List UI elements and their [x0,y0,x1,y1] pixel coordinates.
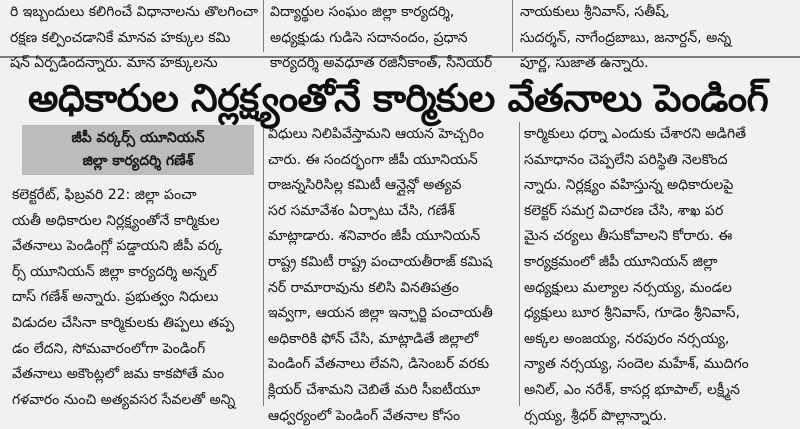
column-divider [263,122,264,406]
subheadline-line: జిల్లా కార్యదర్శి గణేశ్ [82,153,194,169]
text-line: ఇవ్వగా, ఆయన జిల్లా ఇన్చార్జి పంచాయతీ [268,305,493,322]
text-line: న్యాత నర్సయ్య, సందెల మహేశ్, ముదిగం [524,356,749,373]
text-line: కార్యక్రమంలో జీపీ యూనియన్ జిల్లా [524,253,718,270]
article-column-3 [524,122,790,424]
text-line: కలెక్టరేట్, ఫిబ్రవరి 22: జిల్లా పంచా [12,187,197,203]
text-line: మైన చర్యలు తీసుకోవాలని కోరారు. ఈ [524,228,733,245]
text-line: పెండింగ్ వేతనాలు లేవని, డిసెంబర్ వరకు [268,356,490,373]
text-line: ర్స్ యూనియన్ జిల్లా కార్యదర్శి అన్నల్ [12,263,217,280]
text-line: కలెక్టర్ సమగ్ర విచారణ చేసి, శాఖ పర [524,202,724,219]
subheadline-line: జీపీ వర్కర్స్ యూనియన్ [71,130,205,146]
article-column-1 [12,183,260,408]
text-line: కార్మికులు ధర్నా ఎందుకు చేశారని అడిగితే [524,126,747,142]
text-line: విడుదల చేసినా కార్మికులకు తిప్పలు తప్ప [12,314,235,331]
previous-article-column-left [10,0,260,72]
text-line: కార్యదర్శి అవధూత రజినీకాంత్, సీనియర్ [270,55,493,72]
text-line: విధులు నిలిపివేస్తామని ఆయన హెచ్చరిం [268,126,485,142]
text-line: డం లేదని, సోమవారంలోగా పెండింగ్ [12,340,206,357]
text-line: అధ్యక్షులు మల్యాల నర్సయ్య, మండల [524,279,732,296]
text-line: దాస్ గణేశ్ అన్నారు. ప్రభుత్వం నిధులు [12,289,219,306]
text-line: రాష్ట్ర కమిటీ రాష్ట్ర పంచాయతీరాజ్ కమిష [268,253,493,270]
column-divider [512,0,513,52]
text-line: రి ఇబ్బందులు కలిగించే విధానాలను తొలగించా [10,4,259,20]
text-line: విద్యార్థుల సంఘం జిల్లా కార్యదర్శి, [270,4,455,20]
text-line: వేతనాలు అకౌంట్లలో జమ కాకపోతే మం [12,366,225,383]
text-line: రక్షణ కల్పించడానికే మానవ హక్కుల కమి [10,29,231,46]
text-line: నాయకులు శ్రీనివాస్, సతీష్, [520,4,670,20]
previous-article-column-middle [270,0,502,72]
text-line: న్నారు. నిర్లక్ష్యం వహిస్తున్న అధికారులపై [524,177,734,194]
text-line: అధికారికి ఫోన్ చేసి, మాట్లాడితే జిల్లాలో [268,330,479,347]
text-line: ఆధ్వర్యంలో పెండింగ్ వేతనాల కోసం [268,407,461,424]
text-line: మాట్లాడారు. శనివారం జీపీ యూనియన్ [268,228,481,245]
text-line: పూర్ణ, సుజాత ఉన్నారు. [520,55,649,72]
text-line: షన్ ఏర్పడిందన్నారు. మాన హక్కులను [10,55,218,72]
text-line: అక్కల అంజయ్య, నరపురం నర్సయ్య, [524,330,730,347]
text-line: అధ్యక్షుడు గుడిసె సదానందం, ప్రధాన [270,29,468,46]
column-divider [519,122,520,406]
text-line: ర్సయ్య, శ్రీధర్ పొల్లాన్నారు. [524,407,667,424]
text-line: యతీ అధికారుల నిర్లక్ష్యంతోనే కార్మికుల [12,212,220,229]
text-line: వేతనాలు పెండింగ్లో పడ్డాయని జీపీ వర్క [12,238,223,255]
text-line: క్లియర్ చేశామని చెబితే మరి సీఐటీయూ [268,381,481,398]
text-line: సమాధానం చెప్పలేని పరిస్థితి నెలకొంద [524,151,728,168]
previous-article-column-right [520,0,795,72]
text-line: గళవారం నుంచి అత్యవసర సేవలతో అన్ని [12,391,236,408]
article-column-2 [268,122,516,424]
text-line: సర సమావేశం ఏర్పాటు చేసి, గణేశ్ [268,202,455,219]
column-divider [263,0,264,52]
text-line: అనిల్, ఎం నరేశ్, కాసర్ల భూపాల్, లక్ష్మీన [524,381,740,398]
text-line: చారు. ఈ సందర్భంగా జీపీ యూనియన్ [268,151,478,168]
text-line: సుదర్శన్, నాగేంద్రబాబు, జనార్దన్, అన్న [520,29,732,46]
text-line: ధ్యక్షులు బూర శ్రీనివాస్, గూడెం శ్రీనివాస్, [524,305,740,322]
text-line: నర్ రామారావును కలిసి వినతిపత్రం [268,279,459,296]
article-headline: అధికారుల నిర్లక్ష్యంతోనే కార్మికుల వేతనాలు పెండింగ్ [28,76,769,120]
text-line: రాజన్నసిరిసిల్ల కమిటీ ఆన్లైన్లో అత్యవ [268,177,462,194]
subheadline-box [22,125,254,175]
